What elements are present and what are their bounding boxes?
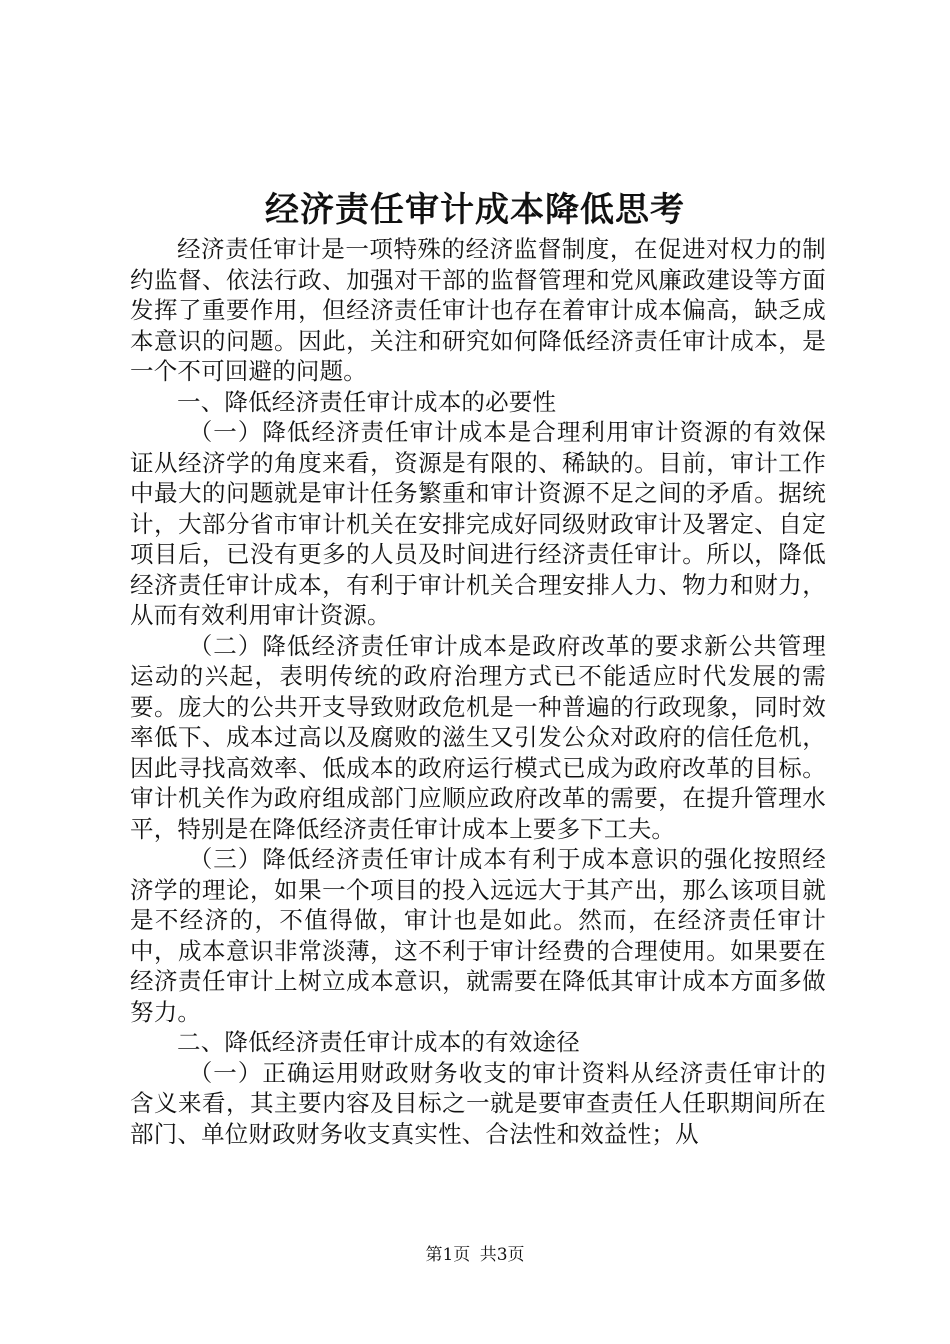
document-title: 经济责任审计成本降低思考: [265, 190, 685, 230]
paragraph-1-3: （三）降低经济责任审计成本有利于成本意识的强化按照经济学的理论，如果一个项目的投入远远大于其产出，那么该项目就是不经济的，不值得做，审计也是如此。然而，在经济责任审计中，成本意识非常淡薄，这不利于审计经费的合理使用。如果要在经济责任审计上树立成本意识，就需要在降低其审计成本方面多做努力。: [130, 845, 826, 1026]
paragraph-intro: 经济责任审计是一项特殊的经济监督制度，在促进对权力的制约监督、依法行政、加强对干部的监督管理和党风廉政建设等方面发挥了重要作用，但经济责任审计也存在着审计成本偏高，缺乏成本意识的问题。因此，关注和研究如何降低经济责任审计成本，是一个不可回避的问题。: [130, 235, 826, 385]
page-number: 第1页: [425, 1245, 471, 1265]
page-total: 共3页: [479, 1245, 525, 1265]
document-body: [130, 234, 826, 1149]
section-heading-1: 一、降低经济责任审计成本的必要性: [177, 387, 557, 416]
section-heading-2: 二、降低经济责任审计成本的有效途径: [177, 1028, 580, 1056]
paragraph-1-2: （二）降低经济责任审计成本是政府改革的要求新公共管理运动的兴起，表明传统的政府治理方式已不能适应时代发展的需要。庞大的公共开支导致财政危机是一种普遍的行政现象，同时效率低下、成本过高以及腐败的滋生又引发公众对政府的信任危机，因此寻找高效率、低成本的政府运行模式已成为政府改革的目标。审计机关作为政府组成部门应顺应政府改革的需要，在提升管理水平，特别是在降低经济责任审计成本上要多下工夫。: [130, 631, 826, 843]
paragraph-2-1: （一）正确运用财政财务收支的审计资料从经济责任审计的含义来看，其主要内容及目标之一就是要审查责任人任职期间所在部门、单位财政财务收支真实性、合法性和效益性；从: [130, 1058, 826, 1148]
paragraph-1-1: （一）降低经济责任审计成本是合理利用审计资源的有效保证从经济学的角度来看，资源是有限的、稀缺的。目前，审计工作中最大的问题就是审计任务繁重和审计资源不足之间的矛盾。据统计，大部分省市审计机关在安排完成好同级财政审计及署定、自定项目后，已没有更多的人员及时间进行经济责任审计。所以，降低经济责任审计成本，有利于审计机关合理安排人力、物力和财力，从而有效利用审计资源。: [130, 418, 826, 629]
page-footer: [0, 1244, 950, 1266]
